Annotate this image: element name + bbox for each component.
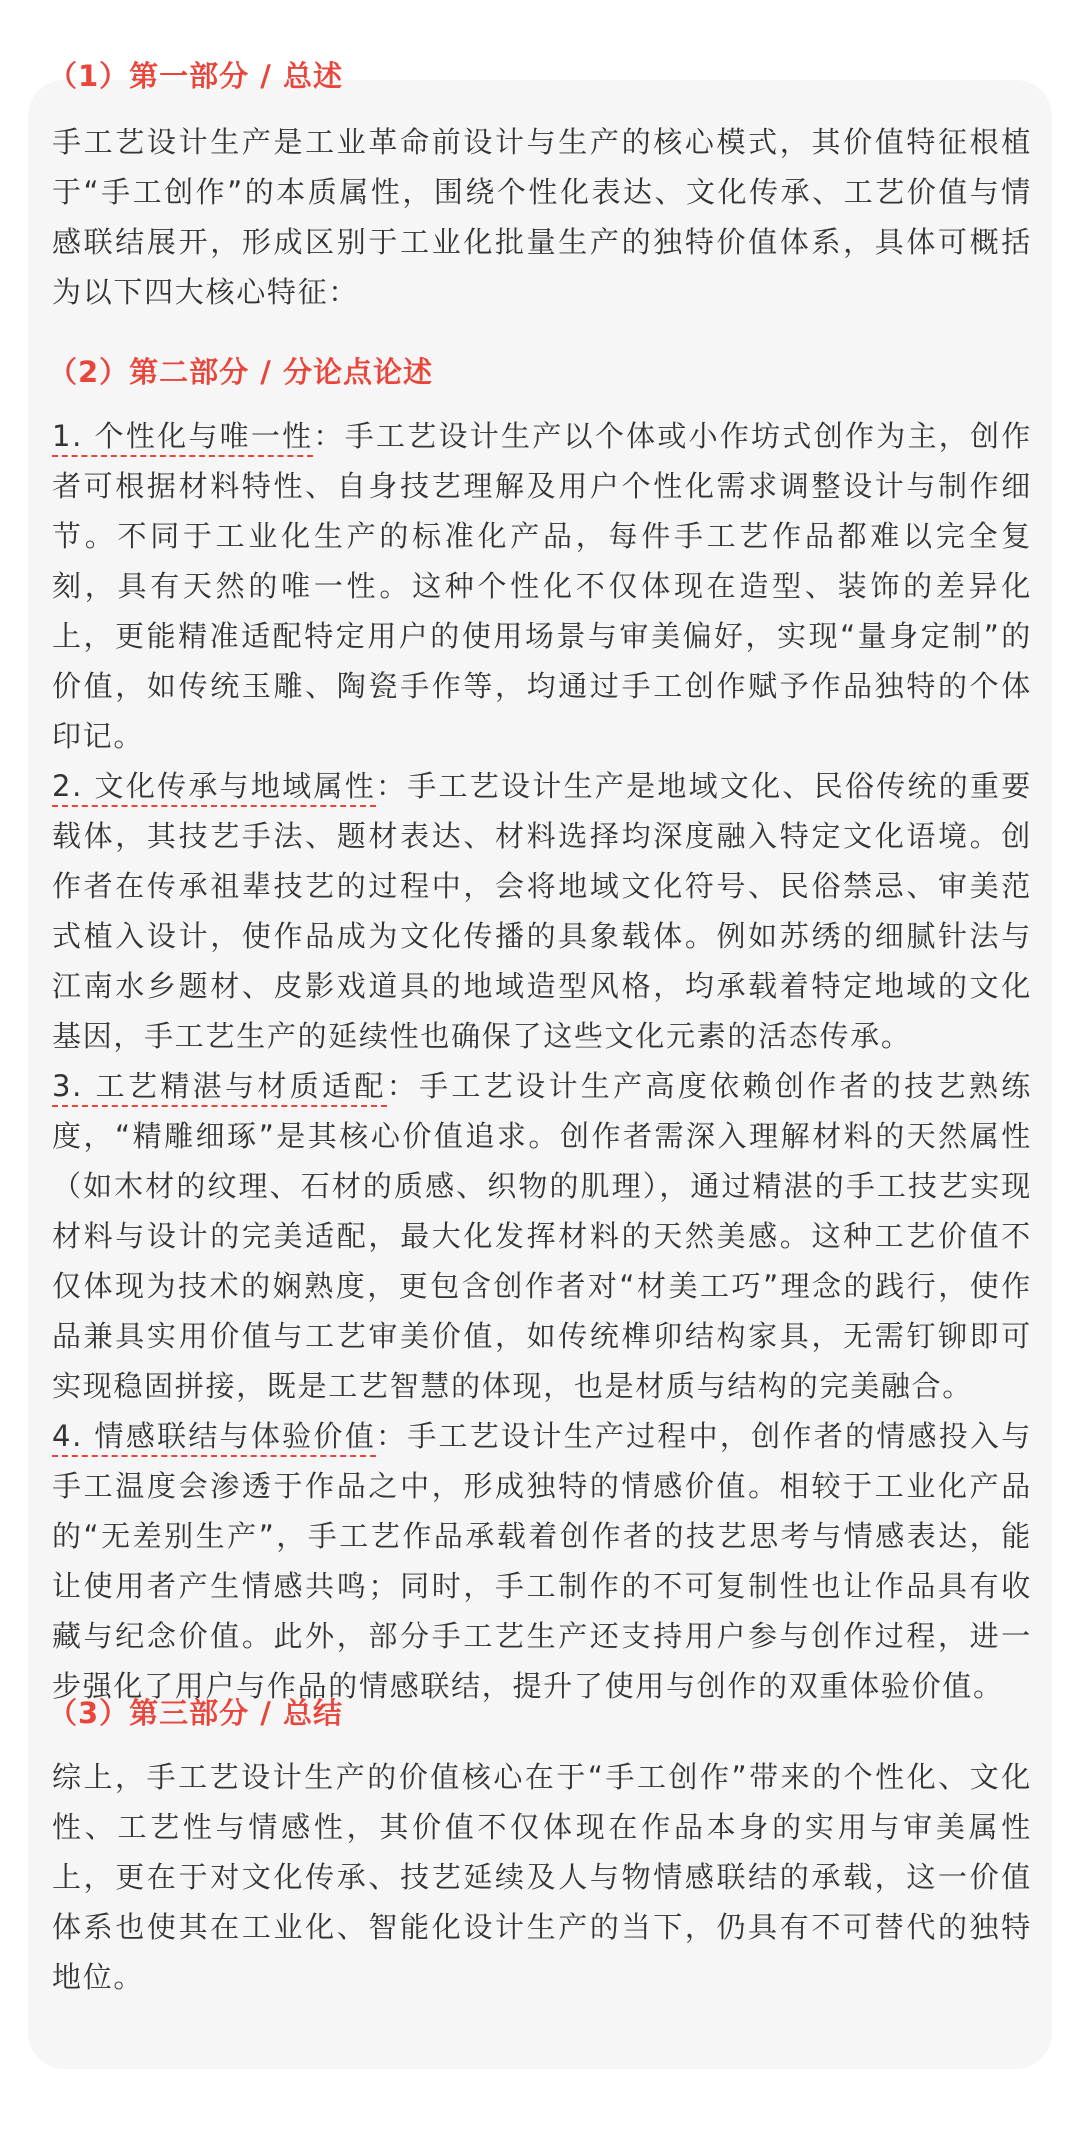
overview-paragraph: 手工艺设计生产是工业革命前设计与生产的核心模式，其价值特征根植于“手工创作”的本质属性，围绕个性化表达、文化传承、工艺价值与情感联结展开，形成区别于工业化批量生产的独特价值体系，具体可概括为以下四大核心特征： <box>52 125 1032 309</box>
argument-item <box>52 761 1032 1061</box>
conclusion-paragraph: 综上，手工艺设计生产的价值核心在于“手工创作”带来的个性化、文化性、工艺性与情感性，其价值不仅体现在作品本身的实用与审美属性上，更在于对文化传承、技艺延续及人与物情感联结的承载，这一价值体系也使其在工业化、智能化设计生产的当下，仍具有不可替代的独特地位。 <box>52 1760 1032 1994</box>
section-heading-overview: （1）第一部分 / 总述 <box>48 59 343 93</box>
argument-title: 4. 情感联结与体验价值 <box>52 1419 376 1457</box>
argument-title: 2. 文化传承与地域属性 <box>52 769 376 807</box>
argument-list <box>52 411 1032 1711</box>
argument-item <box>52 1411 1032 1711</box>
argument-item <box>52 411 1032 761</box>
argument-text: ：手工艺设计生产过程中，创作者的情感投入与手工温度会渗透于作品之中，形成独特的情感价值。相较于工业化产品的“无差别生产”，手工艺作品承载着创作者的技艺思考与情感表达，能让使用者产生情感共鸣；同时，手工制作的不可复制性也让作品具有收藏与纪念价值。此外，部分手工艺生产还支持用户参与创作过程，进一步强化了用户与作品的情感联结，提升了使用与创作的双重体验价值。 <box>52 1419 1033 1703</box>
argument-text: ：手工艺设计生产高度依赖创作者的技艺熟练度，“精雕细琢”是其核心价值追求。创作者需深入理解材料的天然属性（如木材的纹理、石材的质感、织物的肌理），通过精湛的手工技艺实现材料与设计的完美适配，最大化发挥材料的天然美感。这种工艺价值不仅体现为技术的娴熟度，更包含创作者对“材美工巧”理念的践行，使作品兼具实用价值与工艺审美价值，如传统榫卯结构家具，无需钉铆即可实现稳固拼接，既是工艺智慧的体现，也是材质与结构的完美融合。 <box>52 1069 1032 1403</box>
section-heading-arguments: （2）第二部分 / 分论点论述 <box>48 355 433 389</box>
argument-title: 3. 工艺精湛与材质适配 <box>52 1069 387 1107</box>
argument-item <box>52 1061 1032 1411</box>
argument-title: 1. 个性化与唯一性 <box>52 419 313 457</box>
argument-text: ：手工艺设计生产以个体或小作坊式创作为主，创作者可根据材料特性、自身技艺理解及用户个性化需求调整设计与制作细节。不同于工业化生产的标准化产品，每件手工艺作品都难以完全复刻，具有天然的唯一性。这种个性化不仅体现在造型、装饰的差异化上，更能精准适配特定用户的使用场景与审美偏好，实现“量身定制”的价值，如传统玉雕、陶瓷手作等，均通过手工创作赋予作品独特的个体印记。 <box>52 419 1032 753</box>
argument-text: ：手工艺设计生产是地域文化、民俗传统的重要载体，其技艺手法、题材表达、材料选择均深度融入特定文化语境。创作者在传承祖辈技艺的过程中，会将地域文化符号、民俗禁忌、审美范式植入设计，使作品成为文化传播的具象载体。例如苏绣的细腻针法与江南水乡题材、皮影戏道具的地域造型风格，均承载着特定地域的文化基因，手工艺生产的延续性也确保了这些文化元素的活态传承。 <box>52 769 1033 1053</box>
section-heading-conclusion: （3）第三部分 / 总结 <box>48 1696 343 1730</box>
